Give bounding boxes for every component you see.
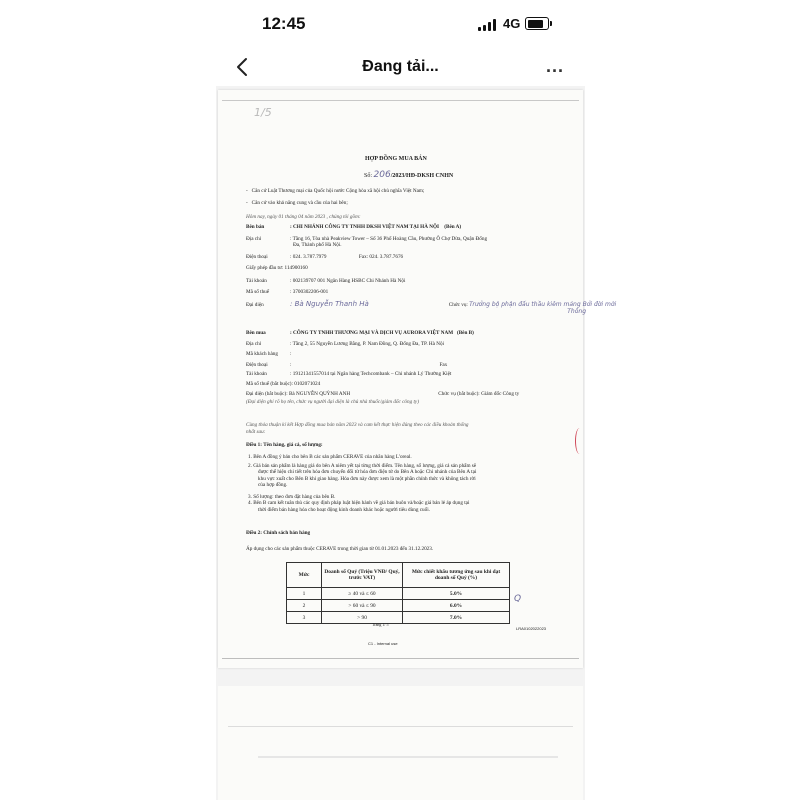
navigation-bar <box>216 50 585 86</box>
date-line: Hôm nay, ngày 01 tháng 04 năm 2023 , chúng tôi gồm: <box>246 214 361 220</box>
status-bar <box>216 0 585 50</box>
page-bottom-edge <box>222 658 579 659</box>
initials-mark: Q <box>514 594 522 604</box>
table-row <box>287 588 510 600</box>
table-cell: ≥ 40 và ≤ 60 <box>322 588 403 600</box>
contract-number: Số: 206/2023/HĐ-DKSH CNHN <box>364 170 454 180</box>
page-number: Trang 1/ 5 <box>372 622 389 627</box>
table-cell: 5.0% <box>403 588 510 600</box>
page-2-text-hint <box>258 756 558 758</box>
page-edge-line <box>222 100 579 101</box>
signal-icon <box>478 19 498 31</box>
table-cell: 2 <box>287 600 322 612</box>
status-time: 12:45 <box>262 14 306 33</box>
more-options-button[interactable]: ... <box>546 56 565 76</box>
document-code: LRA0102022023 <box>516 626 547 631</box>
table-cell: 3 <box>287 612 322 624</box>
battery-icon <box>525 17 549 30</box>
seller-block: Bên bán : CHI NHÁNH CÔNG TY TNHH DKSH VIỆT NAM TẠI HÀ NỘI (Bên A) Địa chỉ : Tầng 16, Tòa nhà Peakview Tower – Số 36 Phố Hoàng Cầu, Phường Ô Chợ Dừa, Quận Đống Đa, Thành phố Hà Nội. Điện thoại : 024. 3.787.7979 Fax: 024. 3.787.7676 Giấy phép đầu tư: 114900160 Tài khoản : 002139707 001 Ngân Hàng HSBC Chi Nhánh Hà Nội Mã số thuế : 3700302206-001 Đại diện : Bà Nguyễn Thanh Hà Chức vụ: Trưởng bộ phận đấu thầu kiêm mảng Bởi đời mới Thông <box>246 224 617 316</box>
table-header: Mức chiết khấu tương ứng sau khi đạt doanh số Quý (%) <box>403 563 510 588</box>
table-row <box>287 612 510 624</box>
phone-screen <box>216 0 617 800</box>
table-header: Doanh số Quý (Triệu VNĐ/ Quý, trước VAT) <box>322 563 403 588</box>
table-cell: > 60 và ≤ 90 <box>322 600 403 612</box>
table-header-row <box>287 563 510 588</box>
apply-line: Áp dụng cho các sản phẩm thuộc CERAVE trong thời gian từ 01.01.2023 đến 31.12.2023. <box>246 546 434 552</box>
article-1-body: 1. Bên A đồng ý bán cho bên B các sản phẩm CERAVE của nhãn hàng L'oreal. 2. Giá bán sản phẩm là hàng giá do bên A niêm yết tại từng thời điểm. Tên hàng, số lượng, giá cả sản phẩm sẽ được thể hiện chi tiết trên hóa đơn chuyển đổi từ hóa đơn điện tử do Bên A hoặc Chi nhánh của Bên A tại khu vực xuất cho Bên B khi giao hàng. Hóa đơn này được xem là một phần chính thức và không tách rời của hợp đồng. 3. Số lượng: theo đơn đặt hàng của bên B. 4. Bên B cam kết tuân thủ các quy định pháp luật hiện hành về giá bán buôn và/hoặc giá bán lẻ áp dụng tại thời điểm bán hàng hóa cho hoạt động kinh doanh khác hoặc người tiêu dùng cuối. <box>248 454 477 513</box>
table-cell: 7.0% <box>403 612 510 624</box>
agreement-line-1: Cùng thỏa thuận kí kết Hợp đồng mua bán năm 2023 và cam kết thực hiện đúng theo các điều khoản thống <box>246 422 469 428</box>
table-row <box>287 600 510 612</box>
network-label: 4G <box>503 16 521 31</box>
document-viewer[interactable] <box>216 86 617 800</box>
discount-table <box>286 562 510 624</box>
basis-line-1: - Căn cứ Luật Thương mại của Quốc hội nước Cộng hòa xã hội chủ nghĩa Việt Nam; <box>246 188 425 194</box>
table-cell: 6.0% <box>403 600 510 612</box>
document-page-2 <box>218 686 583 800</box>
page-title: Đang tải... <box>362 58 439 75</box>
article-2-title: Điều 2: Chính sách bán hàng <box>246 530 311 536</box>
table-cell: > 90 <box>322 612 403 624</box>
red-stamp-fragment <box>575 428 584 454</box>
page-mark: 1/5 <box>254 106 272 119</box>
page-2-edge-line <box>228 726 573 727</box>
table-header: Mức <box>287 563 322 588</box>
basis-line-2: - Căn cứ vào khả năng cung và cầu của hai bên; <box>246 200 348 206</box>
agreement-line-2: nhất sau: <box>246 429 266 435</box>
buyer-block: Bên mua : CÔNG TY TNHH THƯƠNG MẠI VÀ DỊCH VỤ AURORA VIỆT NAM (Bên B) Địa chỉ : Tầng 2, 55 Nguyễn Lương Bằng, P. Nam Đồng, Q. Đống Đa, TP. Hà Nội Mã khách hàng : Điện thoại : Fax Tài khoản : 19121341557014 tại Ngân hàng Techcombank – Chi nhánh Lý Thường Kiệt Mã số thuế (bắt buộc): 0102071024 Đại diện (bắt buộc): Bà NGUYỄN QUỲNH ANH Chức vụ (bắt buộc): Giám đốc Công ty (Đại diện ghi rõ họ tên, chức vụ người đại diện là chủ nhà thuốc/giám đốc công ty) <box>246 330 520 405</box>
contract-title: HỢP ĐỒNG MUA BÁN <box>365 156 427 162</box>
classification-label: C1 - Internal use <box>368 641 398 646</box>
table-cell: 1 <box>287 588 322 600</box>
document-page-1 <box>218 90 617 668</box>
article-1-title: Điều 1: Tên hàng, giá cả, số lượng: <box>246 442 323 448</box>
